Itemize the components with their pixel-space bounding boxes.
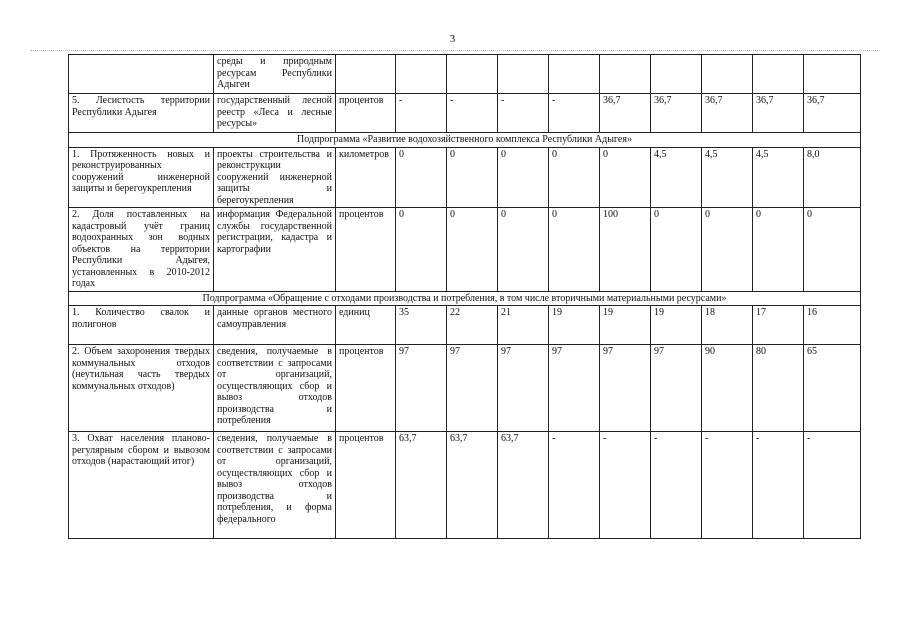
subprogram-row xyxy=(69,291,861,306)
indicator-name-cell: 2. Объем захоронения твердых коммунальных отходов (неутильная часть твердых коммунальных отходов) xyxy=(69,345,214,432)
data-source-cell: сведения, получаемые в соответствии с запросами от организаций, осуществляющих сбор и вывоз отходов производства и потребления xyxy=(214,345,336,432)
value-cell: 21 xyxy=(498,306,549,345)
value-cell: 4,5 xyxy=(651,147,702,208)
table-row xyxy=(69,55,861,94)
indicators-table xyxy=(68,54,861,539)
value-cell: 18 xyxy=(702,306,753,345)
value-cell: 0 xyxy=(702,208,753,292)
indicator-name-cell: 1. Протяженность новых и реконструированных сооружений инженерной защиты и берегоукрепления xyxy=(69,147,214,208)
data-source-cell: государственный лесной реестр «Леса и лесные ресурсы» xyxy=(214,94,336,133)
data-source-cell: сведения, получаемые в соответствии с запросами от организаций, осуществляющих сбор и вывоз отходов производства и потребления, и форма федерального xyxy=(214,432,336,539)
data-source-cell: проекты строительства и реконструкции сооружений инженерной защиты и берегоукрепления xyxy=(214,147,336,208)
value-cell: 63,7 xyxy=(396,432,447,539)
value-cell: 0 xyxy=(651,208,702,292)
indicator-name-cell: 3. Охват населения планово-регулярным сбором и вывозом отходов (нарастающий итог) xyxy=(69,432,214,539)
value-cell: 0 xyxy=(600,147,651,208)
page-number: 3 xyxy=(449,33,456,45)
value-cell: 16 xyxy=(804,306,861,345)
value-cell: - xyxy=(549,432,600,539)
value-cell: 19 xyxy=(600,306,651,345)
value-cell xyxy=(600,55,651,94)
value-cell: 36,7 xyxy=(702,94,753,133)
value-cell: 97 xyxy=(549,345,600,432)
value-cell xyxy=(753,55,804,94)
value-cell: 36,7 xyxy=(651,94,702,133)
value-cell: 4,5 xyxy=(702,147,753,208)
indicator-name-cell: 2. Доля поставленных на кадастровый учёт границ водоохранных зон водных объектов на территории Республики Адыгея, установленных в 2010-2012 годах xyxy=(69,208,214,292)
scan-edge-line xyxy=(30,50,880,51)
value-cell: - xyxy=(702,432,753,539)
table-row xyxy=(69,432,861,539)
value-cell: 19 xyxy=(549,306,600,345)
value-cell: - xyxy=(396,94,447,133)
value-cell: 97 xyxy=(600,345,651,432)
table-row xyxy=(69,345,861,432)
table-row xyxy=(69,306,861,345)
unit-cell: километров xyxy=(336,147,396,208)
value-cell: - xyxy=(753,432,804,539)
value-cell: 36,7 xyxy=(753,94,804,133)
unit-cell: процентов xyxy=(336,208,396,292)
value-cell: 17 xyxy=(753,306,804,345)
value-cell: 36,7 xyxy=(804,94,861,133)
value-cell: 4,5 xyxy=(753,147,804,208)
value-cell: 36,7 xyxy=(600,94,651,133)
value-cell: - xyxy=(804,432,861,539)
value-cell: - xyxy=(600,432,651,539)
value-cell: - xyxy=(498,94,549,133)
value-cell: 0 xyxy=(804,208,861,292)
subprogram-title: Подпрограмма «Развитие водохозяйственного комплекса Республики Адыгея» xyxy=(69,133,861,148)
unit-cell: единиц xyxy=(336,306,396,345)
unit-cell xyxy=(336,55,396,94)
unit-cell: процентов xyxy=(336,345,396,432)
value-cell: 0 xyxy=(753,208,804,292)
subprogram-title: Подпрограмма «Обращение с отходами производства и потребления, в том числе вторичными материальными ресурсами» xyxy=(69,291,861,306)
value-cell: 97 xyxy=(651,345,702,432)
value-cell: 97 xyxy=(447,345,498,432)
value-cell: 0 xyxy=(549,208,600,292)
value-cell: 8,0 xyxy=(804,147,861,208)
value-cell: 97 xyxy=(396,345,447,432)
unit-cell: процентов xyxy=(336,94,396,133)
value-cell: 0 xyxy=(447,208,498,292)
value-cell: 22 xyxy=(447,306,498,345)
value-cell: 0 xyxy=(396,208,447,292)
indicator-name-cell: 5. Лесистость территории Республики Адыгея xyxy=(69,94,214,133)
value-cell: 65 xyxy=(804,345,861,432)
value-cell xyxy=(549,55,600,94)
value-cell xyxy=(396,55,447,94)
table-row xyxy=(69,208,861,292)
value-cell xyxy=(702,55,753,94)
value-cell: 0 xyxy=(447,147,498,208)
value-cell: - xyxy=(447,94,498,133)
value-cell: - xyxy=(549,94,600,133)
subprogram-row xyxy=(69,133,861,148)
value-cell: 0 xyxy=(498,147,549,208)
value-cell: 19 xyxy=(651,306,702,345)
value-cell xyxy=(498,55,549,94)
data-source-cell: информация Федеральной службы государственной регистрации, кадастра и картографии xyxy=(214,208,336,292)
value-cell: 63,7 xyxy=(447,432,498,539)
unit-cell: процентов xyxy=(336,432,396,539)
value-cell: 35 xyxy=(396,306,447,345)
value-cell: 90 xyxy=(702,345,753,432)
value-cell: 0 xyxy=(396,147,447,208)
data-source-cell: данные органов местного самоуправления xyxy=(214,306,336,345)
value-cell: 80 xyxy=(753,345,804,432)
indicator-name-cell: 1. Количество свалок и полигонов xyxy=(69,306,214,345)
table-row xyxy=(69,94,861,133)
value-cell: 97 xyxy=(498,345,549,432)
value-cell xyxy=(804,55,861,94)
indicator-name-cell xyxy=(69,55,214,94)
value-cell xyxy=(447,55,498,94)
table-row xyxy=(69,147,861,208)
value-cell: - xyxy=(651,432,702,539)
value-cell: 0 xyxy=(498,208,549,292)
value-cell: 63,7 xyxy=(498,432,549,539)
data-source-cell: среды и природным ресурсам Республики Адыгеи xyxy=(214,55,336,94)
value-cell: 100 xyxy=(600,208,651,292)
value-cell xyxy=(651,55,702,94)
value-cell: 0 xyxy=(549,147,600,208)
